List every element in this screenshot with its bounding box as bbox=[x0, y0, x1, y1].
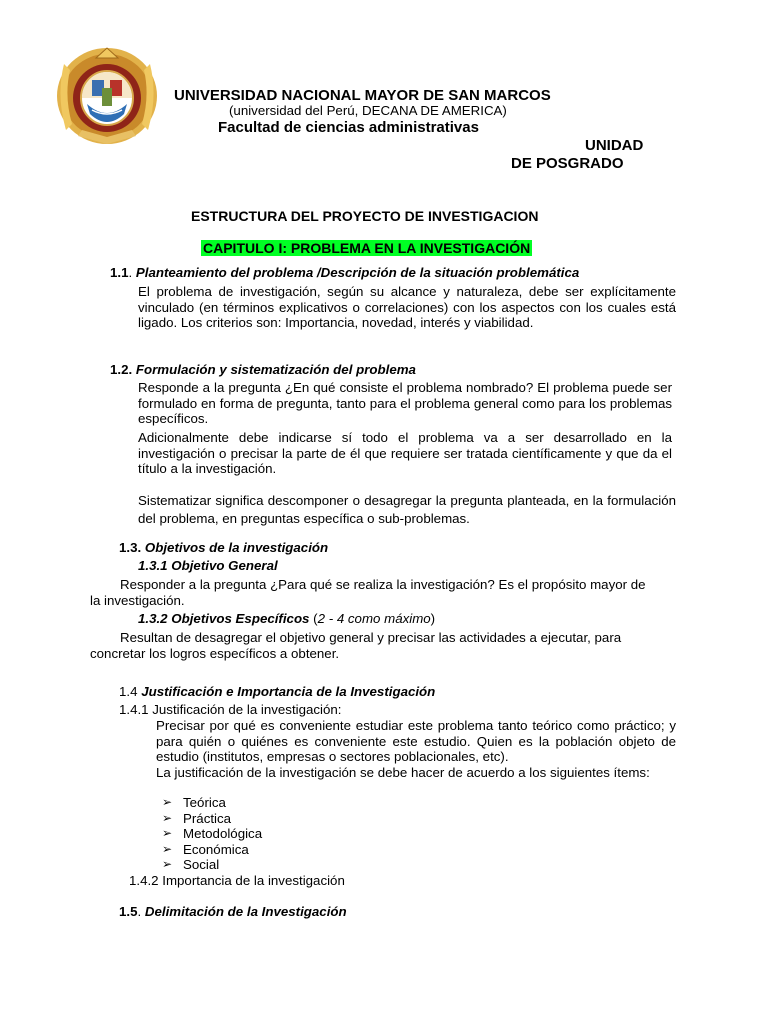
section-title: Formulación y sistematización del problema bbox=[135, 362, 416, 377]
list-item bbox=[159, 842, 262, 858]
justification-paragraph-1: Precisar por qué es conveniente estudiar este problema tanto teórico como práctico; y para quién o quiénes es conveniente este estudio. Quien es la población objeto de estudio (institutos, empresas o sectores poblacionales, etc). bbox=[156, 718, 676, 764]
section-1-4-heading bbox=[119, 684, 435, 700]
list-item-label: Teórica bbox=[183, 795, 226, 810]
objective-specific-note: 2 - 4 como máximo bbox=[317, 611, 431, 626]
objective-specific-heading bbox=[138, 611, 435, 627]
list-item bbox=[159, 795, 262, 811]
university-seal-logo bbox=[52, 44, 162, 148]
list-item bbox=[159, 857, 262, 873]
unit-line1: UNIDAD bbox=[585, 137, 644, 154]
importance-heading: 1.4.2 Importancia de la investigación bbox=[129, 873, 345, 888]
arrow-bullet-icon: ➢ bbox=[162, 826, 173, 841]
list-item-label: Metodológica bbox=[183, 826, 263, 842]
chapter-heading-text: CAPITULO I: PROBLEMA EN LA INVESTIGACIÓN bbox=[203, 240, 531, 256]
arrow-bullet-icon: ➢ bbox=[162, 841, 173, 856]
arrow-bullet-icon: ➢ bbox=[162, 857, 173, 872]
section-title: Planteamiento del problema /Descripción de la situación problemática bbox=[135, 265, 580, 280]
justification-heading: 1.4.1 Justificación de la investigación: bbox=[119, 702, 342, 717]
justification-items-list bbox=[159, 795, 262, 873]
section-1-5-heading bbox=[119, 904, 347, 920]
chapter-heading bbox=[201, 240, 532, 256]
list-item bbox=[159, 811, 262, 827]
section-title: Justificación e Importancia de la Investigación bbox=[141, 684, 436, 699]
justification-paragraph-2: La justificación de la investigación se debe hacer de acuerdo a los siguientes ítems: bbox=[156, 765, 650, 780]
list-item-label: Social bbox=[183, 857, 220, 873]
objective-general-heading: 1.3.1 Objetivo General bbox=[138, 558, 278, 573]
objective-specific-title: 1.3.2 Objetivos Específicos bbox=[138, 611, 310, 626]
section-1-3-heading bbox=[119, 540, 328, 556]
paren-open: ( bbox=[313, 611, 318, 626]
arrow-bullet-icon: ➢ bbox=[162, 795, 173, 809]
section-title: Delimitación de la Investigación bbox=[144, 904, 347, 919]
section-1-2-heading bbox=[110, 362, 416, 378]
section-1-1-heading bbox=[110, 265, 579, 281]
section-1-1-body: El problema de investigación, según su alcance y naturaleza, debe ser explícitamente vinculado (en términos explicativos o correlaciones) con los aspectos con los cuales está ligado. Los criterios son: Importancia, novedad, interés y viabilidad. bbox=[138, 284, 676, 330]
section-number: 1.3. bbox=[119, 540, 142, 555]
objective-general-body: Responder a la pregunta ¿Para qué se realiza la investigación? Es el propósito mayor de la investigación. bbox=[90, 577, 646, 608]
arrow-bullet-icon: ➢ bbox=[162, 810, 173, 825]
list-item-label: Práctica bbox=[183, 810, 232, 826]
section-number: 1.4 bbox=[119, 684, 138, 699]
faculty-name: Facultad de ciencias administrativas bbox=[218, 119, 479, 136]
section-dot: . bbox=[128, 265, 133, 280]
paren-close: ) bbox=[430, 611, 436, 626]
section-dot: . bbox=[137, 904, 142, 919]
section-1-2-paragraph-1: Responde a la pregunta ¿En qué consiste el problema nombrado? El problema puede ser formulado en forma de pregunta, tanto para el problema general como para los problemas específicos. bbox=[138, 380, 672, 426]
section-title: Objetivos de la investigación bbox=[144, 540, 329, 555]
section-number: 1.5 bbox=[119, 904, 138, 919]
unit-line2: DE POSGRADO bbox=[511, 155, 624, 172]
university-subtitle: (universidad del Perú, DECANA DE AMERICA) bbox=[229, 103, 507, 118]
list-item bbox=[159, 826, 262, 842]
document-title: ESTRUCTURA DEL PROYECTO DE INVESTIGACION bbox=[191, 208, 539, 224]
section-number: 1.1 bbox=[110, 265, 129, 280]
list-item-label: Económica bbox=[183, 841, 249, 857]
section-1-2-paragraph-3: Sistematizar significa descomponer o desagregar la pregunta planteada, en la formulación del problema, en preguntas específica o sub-problemas. bbox=[138, 493, 676, 526]
objective-specific-body: Resultan de desagregar el objetivo general y precisar las actividades a ejecutar, para concretar los logros específicos a obtener. bbox=[90, 630, 622, 661]
university-name: UNIVERSIDAD NACIONAL MAYOR DE SAN MARCOS bbox=[174, 87, 551, 104]
section-number: 1.2. bbox=[110, 362, 133, 377]
section-1-2-paragraph-2: Adicionalmente debe indicarse sí todo el problema va a ser desarrollado en la investigación o precisar la parte de él que requiere ser tratada científicamente y que da el título a la investigación. bbox=[138, 430, 672, 476]
